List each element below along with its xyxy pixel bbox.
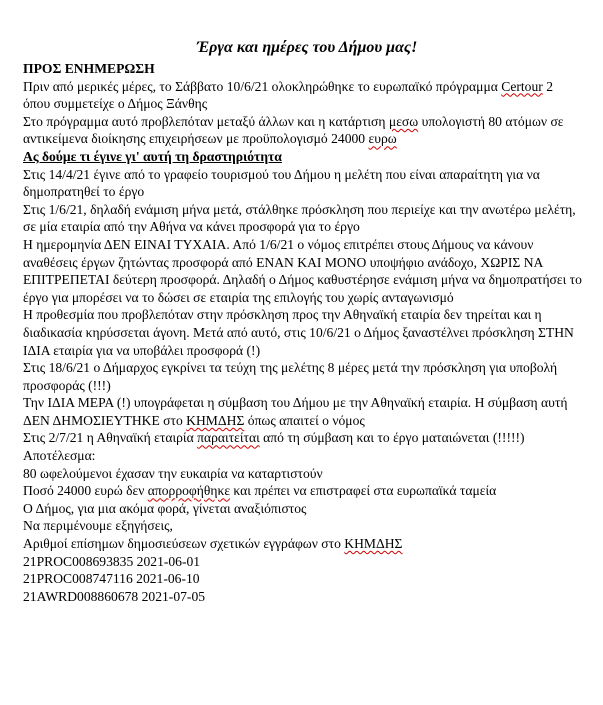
paragraph-beneficiaries: 80 ωφελούμενοι έχασαν την ευκαιρία να καταρτιστούν <box>23 465 323 481</box>
paragraph-contract-signed: Την ΙΔΙΑ ΜΕΡΑ (!) υπογράφεται η σύμβαση του Δήμου με την Αθηναϊκή εταιρία. Η σύμβαση αυτή ΔΕΝ ΔΗΜΟΣΙΕΥΤΗΚΕ στο ΚΗΜΔΗΣ όπως απαιτεί ο νόμος <box>23 395 568 428</box>
paragraph-result-label: Αποτέλεσμα: <box>23 448 96 464</box>
paragraph-municipality: Ο Δήμος, για μια ακόμα φορά, γίνεται αναξιόπιστος <box>23 500 307 516</box>
paragraph-invitation: Στις 1/6/21, δηλαδή ενάμιση μήνα μετά, στάλθηκε πρόσκληση που περιείχε και την ανωτέρω μελέτη, σε μία εταιρία από την Αθήνα να κάνει προσφορά για το έργο <box>23 201 576 235</box>
paragraph-explanations: Να περιμένουμε εξηγήσεις, <box>23 518 173 534</box>
paragraph-study: Στις 14/4/21 έγινε από το γραφείο τουρισμού του Δήμου η μελέτη που είναι απαραίτητη για να δημοπρατηθεί το έργο <box>23 166 540 200</box>
paragraph-amount: Ποσό 24000 ευρώ δεν απορροφήθηκε και πρέπει να επιστραφεί στα ευρωπαϊκά ταμεία <box>23 483 497 499</box>
reference-line: 21AWRD008860678 2021-07-05 <box>23 588 206 604</box>
paragraph-withdrawal: Στις 2/7/21 η Αθηναϊκή εταιρία παραιτείται από τη σύμβαση και το έργο ματαιώνεται (!!!!!) <box>23 430 525 446</box>
reference-line: 21PROC008747116 2021-06-10 <box>23 571 200 587</box>
document-title: Έργα και ημέρες του Δήμου μας! <box>196 39 418 56</box>
paragraph-publication-numbers: Αριθμοί επίσημων δημοσιεύσεων σχετικών εγγράφων στο ΚΗΜΔΗΣ <box>23 536 403 552</box>
document-body <box>23 38 583 605</box>
reference-line: 21PROC008693835 2021-06-01 <box>23 553 201 569</box>
paragraph-program-training: Στο πρόγραμμα αυτό προβλεπόταν μεταξύ άλλων και η κατάρτιση μεσω υπολογιστή 80 ατόμων σε αντικείμενα διοίκησης επιχειρήσεων με προϋπολογισμό 24000 ευρω <box>23 113 564 147</box>
heading-what-happened: Ας δούμε τι έγινε γι' αυτή τη δραστηριότητα <box>23 148 282 164</box>
heading-announcement: ΠΡΟΣ ΕΝΗΜΕΡΩΣΗ <box>23 61 155 76</box>
paragraph-program-completed: Πριν από μερικές μέρες, το Σάββατο 10/6/21 ολοκληρώθηκε το ευρωπαϊκό πρόγραμμα Certour 2 όπου συμμετείχε ο Δήμος Ξάνθης <box>23 78 553 112</box>
paragraph-date-not-random: Η ημερομηνία ΔΕΝ ΕΙΝΑΙ ΤΥΧΑΙΑ. Από 1/6/21 ο νόμος επιτρέπει στους Δήμους να κάνουν αναθέσεις έργων ζητώντας προσφορά από ΕΝΑΝ ΚΑΙ ΜΟΝΟ υποψήφιο ανάδοχο, ΧΩΡΙΣ ΝΑ ΕΠΙΤΡΕΠΕΤΑΙ δεύτερη προσφορά. Δηλαδή ο Δήμος καθυστέρησε ενάμιση μήνα να δημοπρατήσει το έργο για μπορέσει να το δώσει σε εταιρία της επιλογής του χωρίς ανταγωνισμό <box>23 236 582 305</box>
paragraph-mayor-approval: Στις 18/6/21 ο Δήμαρχος εγκρίνει τα τεύχη της μελέτης 8 μέρες μετά την πρόσκληση για υποβολή προσφοράς (!!!) <box>23 360 558 393</box>
paragraph-deadline: Η προθεσμία που προβλεπόταν στην πρόσκληση προς την Αθηναϊκή εταιρία δεν τηρείται και η διαδικασία κηρύσσεται άγονη. Μετά από αυτό, στις 10/6/21 ο Δήμος ξαναστέλνει πρόσκληση ΣΤΗΝ ΙΔΙΑ εταιρία για να υποβάλει προσφορά (!) <box>23 307 574 358</box>
